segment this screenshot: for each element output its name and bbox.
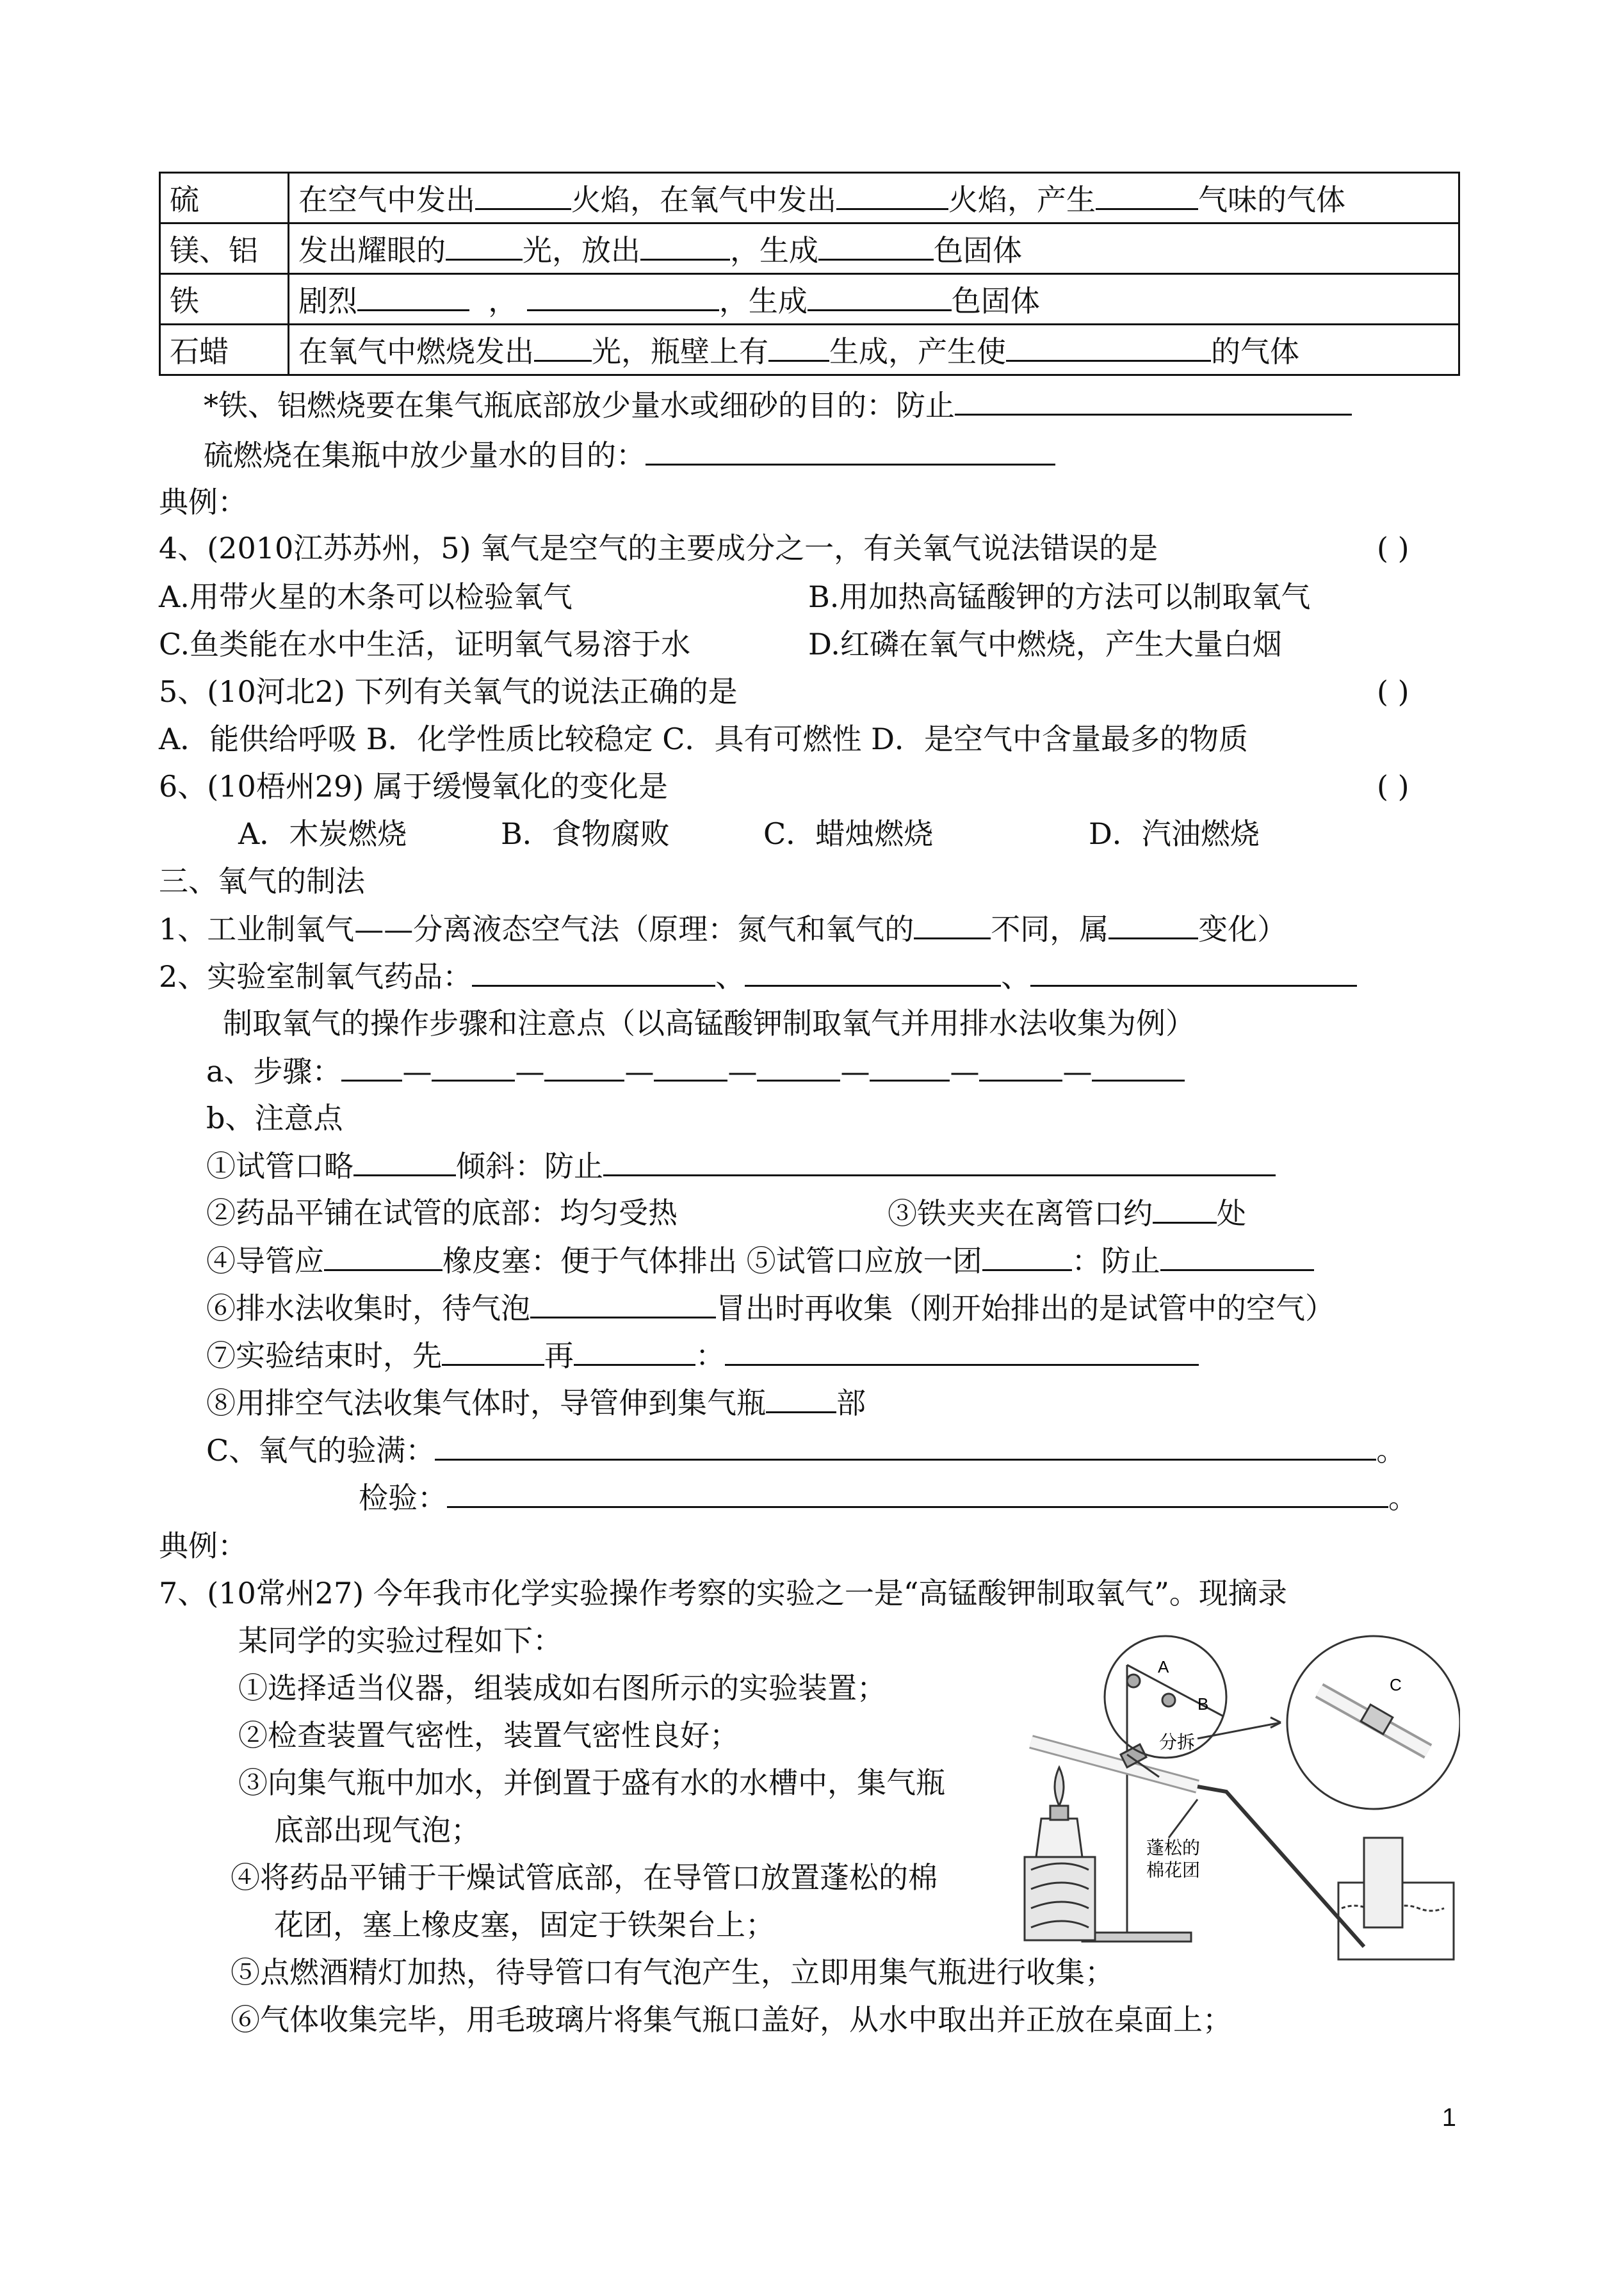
note-4-5: ④导管应 橡皮塞：便于气体排出 ⑤试管口应放一团 ：防止 [206,1241,1314,1280]
step-1: ①选择适当仪器，组装成如右图所示的实验装置； [238,1671,886,1705]
step-2: ②检查装置气密性，装置气密性良好； [238,1718,739,1753]
note-6: ⑥排水法收集时，待气泡 冒出时再收集（刚开始排出的是试管中的空气） [206,1288,1335,1327]
table-cell-name: 铁 [160,274,289,325]
table-row [160,223,1459,274]
table-row [160,274,1459,325]
answer-paren[interactable]: ( ) [1377,531,1409,565]
iron-note: *铁、铝燃烧要在集气瓶底部放少量水或细砂的目的：防止 [204,385,1352,425]
notes-heading: b、注意点 [206,1101,343,1135]
example-label: 典例： [159,1529,247,1563]
question-4: 4、(2010江苏苏州，5) 氧气是空气的主要成分之一，有关氧气说法错误的是 [159,531,1158,565]
table-cell-desc: 在氧气中燃烧发出 光，瓶壁上有 生成，产生使 的气体 [289,325,1459,375]
question-7: 7、(10常州27) 今年我市化学实验操作考察的实验之一是“高锰酸钾制取氧气”。现摘录 [159,1576,1287,1610]
apparatus-figure [1005,1626,1460,1979]
q4-option-a[interactable]: A.用带火星的木条可以检验氧气 [159,580,572,614]
q5-options[interactable]: A．能供给呼吸 B．化学性质比较稳定 C．具有可燃性 D．是空气中含量最多的物质 [159,722,1248,756]
table-cell-name: 镁、铝 [160,223,289,274]
figure-label-cotton-1: 蓬松的 [1146,1837,1201,1858]
question-5: 5、(10河北2) 下列有关氧气的说法正确的是 [159,674,738,709]
table-cell-desc: 剧烈 ， ，生成 色固体 [289,274,1459,325]
section-title: 三、氧气的制法 [159,864,365,898]
step-6: ⑥气体收集完毕，用毛玻璃片将集气瓶口盖好，从水中取出并正放在桌面上； [231,2002,1232,2037]
figure-label-cotton-2: 棉花团 [1146,1860,1201,1881]
table-cell-desc: 发出耀眼的 光，放出 ，生成 色固体 [289,223,1459,274]
question-6: 6、(10梧州29) 属于缓慢氧化的变化是 [159,769,668,804]
page-number: 1 [1441,2104,1456,2132]
combustion-table [159,172,1460,376]
step-5: ⑤点燃酒精灯加热，待导管口有气泡产生，立即用集气瓶进行收集； [231,1955,1114,1990]
sulfur-note: 硫燃烧在集瓶中放少量水的目的： [204,435,1055,474]
q4-option-d[interactable]: D.红磷在氧气中燃烧，产生大量白烟 [808,627,1282,661]
note-3: ③铁夹夹在离管口约 处 [888,1194,1246,1233]
table-cell-name: 石蜡 [160,325,289,375]
figure-label-b: B [1198,1694,1209,1714]
figure-label-c: C [1390,1675,1402,1694]
table-row [160,173,1459,223]
table-cell-desc: 在空气中发出 火焰，在氧气中发出 火焰，产生 气味的气体 [289,173,1459,223]
check-full-line: C、氧气的验满： 。 [206,1431,1406,1470]
note-1: ①试管口略 倾斜：防止 [206,1146,1276,1185]
q4-option-c[interactable]: C.鱼类能在水中生活，证明氧气易溶于水 [159,627,691,661]
figure-label-split: 分拆 [1159,1731,1196,1753]
note-2: ②药品平铺在试管的底部：均匀受热 [206,1196,678,1230]
note-7: ⑦实验结束时，先 再 ： [206,1336,1199,1375]
q6-option-a[interactable]: A．木炭燃烧 [238,816,407,851]
step-3-cont: 底部出现气泡； [274,1813,480,1847]
figure-label-a: A [1158,1657,1169,1676]
question-7-cont: 某同学的实验过程如下： [238,1623,562,1658]
answer-paren[interactable]: ( ) [1377,769,1409,804]
lab-reagents: 2、实验室制氧气药品： 、 、 [159,957,1357,996]
procedure-note: 制取氧气的操作步骤和注意点（以高锰酸钾制取氧气并用排水法收集为例） [223,1006,1195,1041]
step-4: ④将药品平铺于干燥试管底部，在导管口放置蓬松的棉 [231,1860,938,1895]
table-row [160,325,1459,375]
industrial-method: 1、工业制氧气——分离液态空气法（原理：氮气和氧气的 不同，属 变化） [159,909,1287,948]
q6-option-c[interactable]: C．蜡烛燃烧 [763,816,934,851]
step-4-cont: 花团，塞上橡皮塞，固定于铁架台上； [274,1908,775,1942]
answer-paren[interactable]: ( ) [1377,674,1409,709]
steps-line: a、步骤： — — — — — — — [206,1051,1185,1091]
q6-option-d[interactable]: D．汽油燃烧 [1089,816,1260,851]
q4-option-b[interactable]: B.用加热高锰酸钾的方法可以制取氧气 [808,580,1311,614]
q6-option-b[interactable]: B．食物腐败 [501,816,670,851]
note-8: ⑧用排空气法收集气体时，导管伸到集气瓶 部 [206,1383,866,1422]
example-label: 典例： [159,485,247,519]
step-3: ③向集气瓶中加水，并倒置于盛有水的水槽中，集气瓶 [238,1765,945,1800]
test-line: 检验： 。 [359,1478,1418,1517]
table-cell-name: 硫 [160,173,289,223]
